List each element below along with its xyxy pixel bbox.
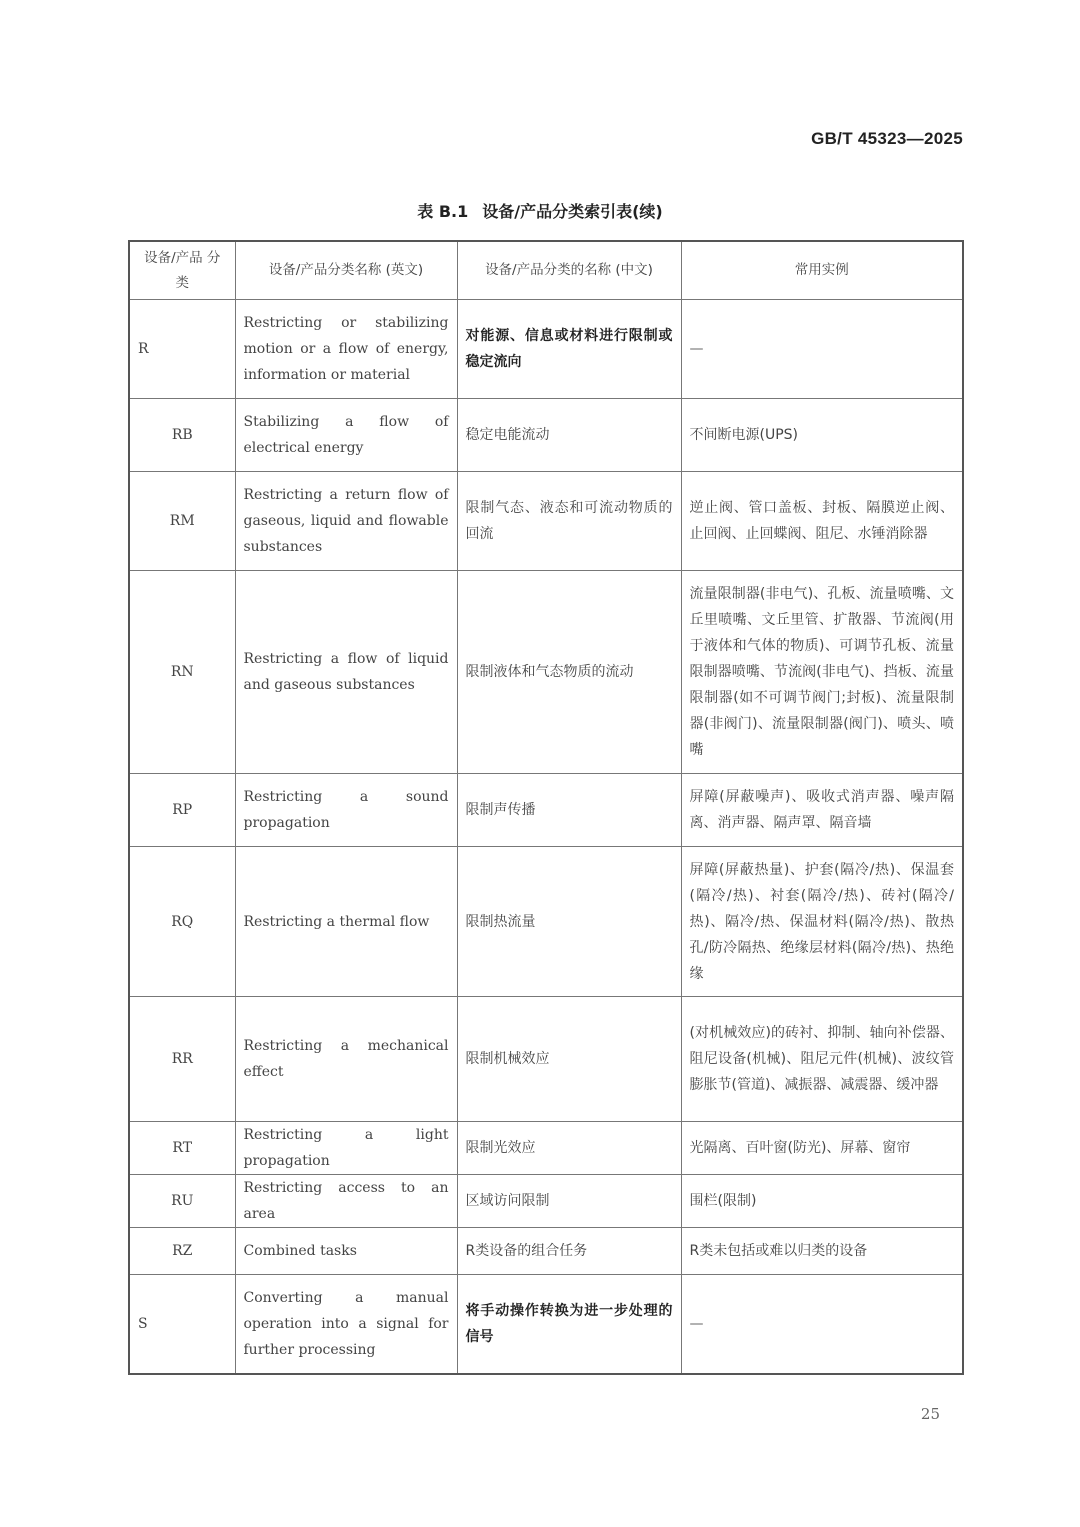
row-name-en: Restricting a light propagation: [235, 1122, 457, 1175]
row-name-zh: 将手动操作转换为进一步处理的信号: [457, 1275, 681, 1374]
row-name-zh: 限制气态、液态和可流动物质的回流: [457, 472, 681, 571]
row-examples: 屏障(屏蔽热量)、护套(隔冷/热)、保温套(隔冷/热)、衬套(隔冷/热)、砖衬(隔冷/热)、隔冷/热、保温材料(隔冷/热)、散热孔/防冷隔热、绝缘层材料(隔冷/热)、热绝缘: [681, 847, 963, 997]
row-code: R: [129, 300, 235, 399]
row-examples: (对机械效应)的砖衬、抑制、轴向补偿器、阻尼设备(机械)、阻尼元件(机械)、波纹管膨胀节(管道)、减振器、减震器、缓冲器: [681, 997, 963, 1122]
row-code: RM: [129, 472, 235, 571]
row-code: RQ: [129, 847, 235, 997]
table-row: [129, 774, 963, 847]
row-name-en: Restricting a flow of liquid and gaseous substances: [235, 571, 457, 774]
row-examples: R类未包括或难以归类的设备: [681, 1228, 963, 1275]
column-header-class: 设备/产品 分类: [129, 241, 235, 300]
table-row: [129, 399, 963, 472]
column-header-name-zh: 设备/产品分类的名称 (中文): [457, 241, 681, 300]
row-code: RR: [129, 997, 235, 1122]
table-row: [129, 847, 963, 997]
table-header-row: [129, 241, 963, 300]
row-name-zh: 限制声传播: [457, 774, 681, 847]
classification-index-table: [128, 240, 964, 1375]
row-examples: 流量限制器(非电气)、孔板、流量喷嘴、文丘里喷嘴、文丘里管、扩散器、节流阀(用于液体和气体的物质)、可调节孔板、流量限制器喷嘴、节流阀(非电气)、挡板、流量限制器(如不可调节阀门;封板)、流量限制器(非阀门)、流量限制器(阀门)、喷头、喷嘴: [681, 571, 963, 774]
table-row: [129, 472, 963, 571]
row-name-zh: 限制机械效应: [457, 997, 681, 1122]
table-caption-title: 设备/产品分类索引表(续): [482, 202, 663, 221]
standard-number: GB/T 45323—2025: [811, 129, 963, 148]
row-name-zh: 限制热流量: [457, 847, 681, 997]
row-name-zh: 对能源、信息或材料进行限制或稳定流向: [457, 300, 681, 399]
row-name-en: Restricting or stabilizing motion or a flow of energy, information or material: [235, 300, 457, 399]
table-row: [129, 1122, 963, 1175]
column-header-examples: 常用实例: [681, 241, 963, 300]
row-examples: 屏障(屏蔽噪声)、吸收式消声器、噪声隔离、消声器、隔声罩、隔音墙: [681, 774, 963, 847]
row-examples: —: [681, 300, 963, 399]
row-name-en: Restricting a sound propagation: [235, 774, 457, 847]
row-examples: 围栏(限制): [681, 1175, 963, 1228]
row-examples: —: [681, 1275, 963, 1374]
row-code: RZ: [129, 1228, 235, 1275]
row-code: RU: [129, 1175, 235, 1228]
table-row: [129, 571, 963, 774]
row-code: RP: [129, 774, 235, 847]
row-code: RB: [129, 399, 235, 472]
row-name-en: Restricting a mechanical effect: [235, 997, 457, 1122]
row-name-en: Restricting a return flow of gaseous, liquid and flowable substances: [235, 472, 457, 571]
table-row: [129, 997, 963, 1122]
row-name-zh: 区域访问限制: [457, 1175, 681, 1228]
page-number: 25: [920, 1405, 940, 1423]
row-name-en: Stabilizing a flow of electrical energy: [235, 399, 457, 472]
table-row: [129, 300, 963, 399]
row-examples: 不间断电源(UPS): [681, 399, 963, 472]
table-caption: [0, 199, 1080, 222]
row-name-zh: 限制液体和气态物质的流动: [457, 571, 681, 774]
row-code: RN: [129, 571, 235, 774]
row-name-en: Converting a manual operation into a signal for further processing: [235, 1275, 457, 1374]
row-name-zh: 限制光效应: [457, 1122, 681, 1175]
table-caption-number: 表 B.1: [417, 202, 469, 221]
row-examples: 逆止阀、管口盖板、封板、隔膜逆止阀、止回阀、止回蝶阀、阻尼、水锤消除器: [681, 472, 963, 571]
row-code: S: [129, 1275, 235, 1374]
table-row: [129, 1228, 963, 1275]
row-name-zh: R类设备的组合任务: [457, 1228, 681, 1275]
row-examples: 光隔离、百叶窗(防光)、屏幕、窗帘: [681, 1122, 963, 1175]
table-row: [129, 1175, 963, 1228]
table-row: [129, 1275, 963, 1374]
row-name-en: Restricting a thermal flow: [235, 847, 457, 997]
row-name-en: Restricting access to an area: [235, 1175, 457, 1228]
row-name-zh: 稳定电能流动: [457, 399, 681, 472]
row-name-en: Combined tasks: [235, 1228, 457, 1275]
row-code: RT: [129, 1122, 235, 1175]
column-header-name-en: 设备/产品分类名称 (英文): [235, 241, 457, 300]
